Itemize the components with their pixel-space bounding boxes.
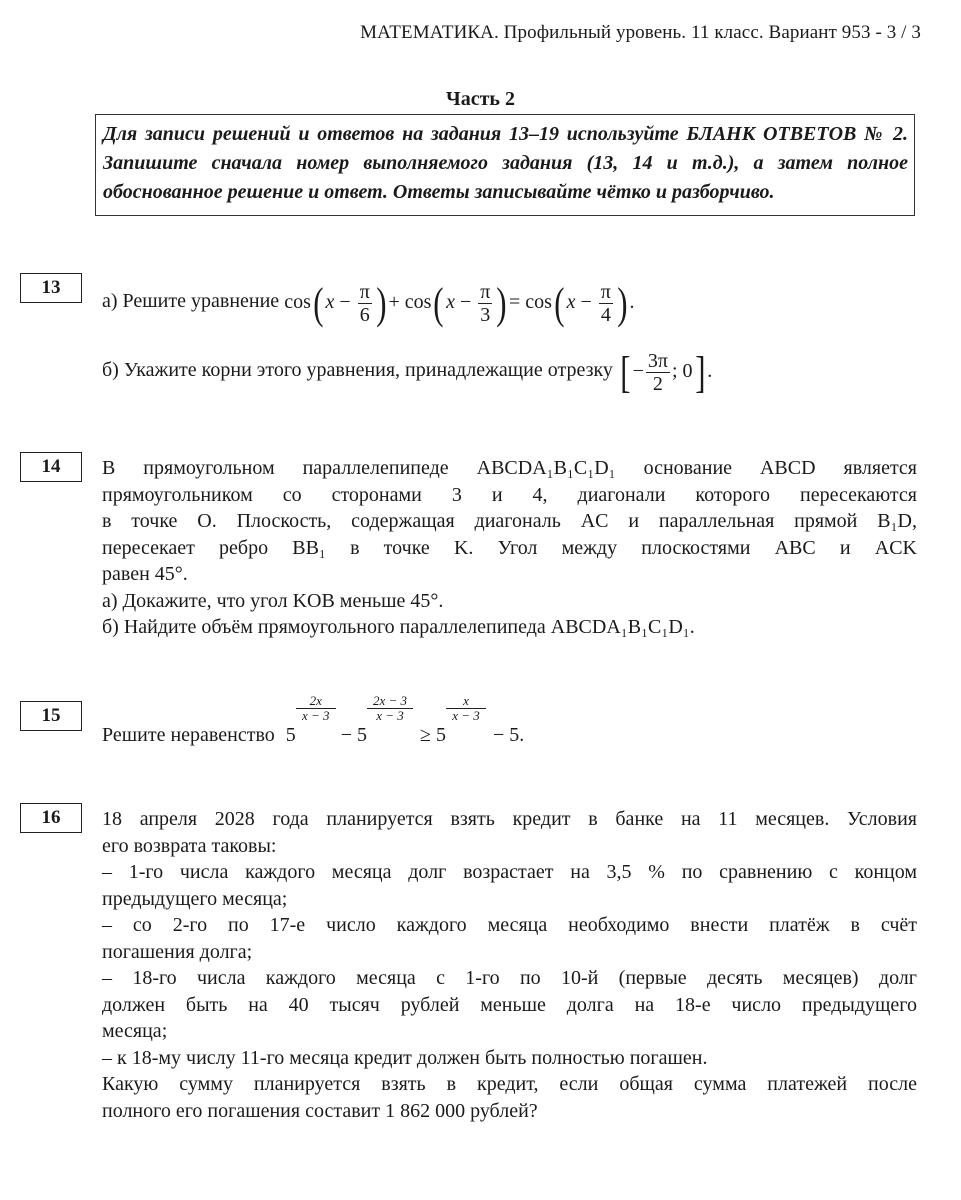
task-14-line: пересекает ребро BB₁ в точке K. Угол между плоскостями ABC и ACK (102, 536, 917, 559)
task-number-13: 13 (20, 273, 82, 303)
task-15-prefix: Решите неравенство (102, 724, 275, 746)
instruction-box: Для записи решений и ответов на задания 13–19 используйте БЛАНК ОТВЕТОВ № 2. Запишите сначала номер выполняемого задания (13, 14 и т.д.), а затем полное обоснованное решение и ответ. Ответы записывайте чётко и разборчиво. (95, 114, 915, 216)
task-13-equation: cos( x − $\frac{\pi}{6}$ ) + cos( x − $\frac{\pi}{3}$ ) = cos( x − $\frac{\pi}{4}$ ) . (284, 278, 635, 328)
task-16-line: Какую сумму планируется взять в кредит, если общая сумма платежей после (102, 1073, 917, 1095)
task-13-text (102, 270, 917, 402)
task-16-line: полного его погашения составит 1 862 000 рублей? (102, 1099, 538, 1122)
task-16-text (102, 806, 917, 1124)
task-14-line: В прямоугольном параллелепипеде ABCDA₁B₁C₁D₁ основание ABCD является (102, 457, 917, 479)
task-13-a-prefix: а) Решите уравнение (102, 290, 280, 312)
task-16-line: его возврата таковы: (102, 834, 277, 857)
task-15-inequality: 5 2x x − 3 − 5 2x − 3 x − 3 ≥ 5 x x − 3 − 5. (285, 693, 525, 746)
part-title: Часть 2 (446, 88, 515, 110)
task-14-line: б) Найдите объём прямоугольного параллелепипеда ABCDA₁B₁C₁D₁. (102, 616, 695, 638)
task-number-16: 16 (20, 803, 82, 833)
task-15-text (102, 693, 917, 749)
task-number-14: 14 (20, 452, 82, 482)
task-13-interval: [ − $\frac{3\pi}{2}$ ; 0] . (620, 347, 713, 397)
task-16-line: 18 апреля 2028 года планируется взять кредит в банке на 11 месяцев. Условия (102, 808, 917, 830)
task-16-line: предыдущего месяца; (102, 887, 288, 910)
task-16-line: должен быть на 40 тысяч рублей меньше долга на 18-е число предыдущего (102, 993, 917, 1016)
task-16-line: – 18-го числа каждого месяца с 1-го по 10-й (первые десять месяцев) долг (102, 967, 917, 989)
task-16-line: – 1-го числа каждого месяца долг возрастает на 3,5 % по сравнению с концом (102, 861, 917, 883)
task-16-line: – к 18-му числу 11-го месяца кредит должен быть полностью погашен. (102, 1046, 708, 1069)
page-header: МАТЕМАТИКА. Профильный уровень. 11 класс. Вариант 953 - 3 / 3 (360, 22, 921, 43)
task-16-line: – со 2-го по 17-е число каждого месяца необходимо внести платёж в счёт (102, 914, 917, 936)
task-13-b-prefix: б) Укажите корни этого уравнения, принадлежащие отрезку (102, 359, 613, 381)
task-14-line: а) Докажите, что угол KOB меньше 45°. (102, 589, 444, 612)
task-16-line: погашения долга; (102, 940, 253, 963)
task-16-line: месяца; (102, 1020, 168, 1042)
task-14-line: равен 45°. (102, 563, 188, 585)
task-14-line: в точке O. Плоскость, содержащая диагональ AC и параллельная прямой B₁D, (102, 510, 917, 532)
task-number-15: 15 (20, 701, 82, 731)
task-14-text (102, 455, 917, 641)
task-14-line: прямоугольником со сторонами 3 и 4, диагонали которого пересекаются (102, 483, 917, 506)
